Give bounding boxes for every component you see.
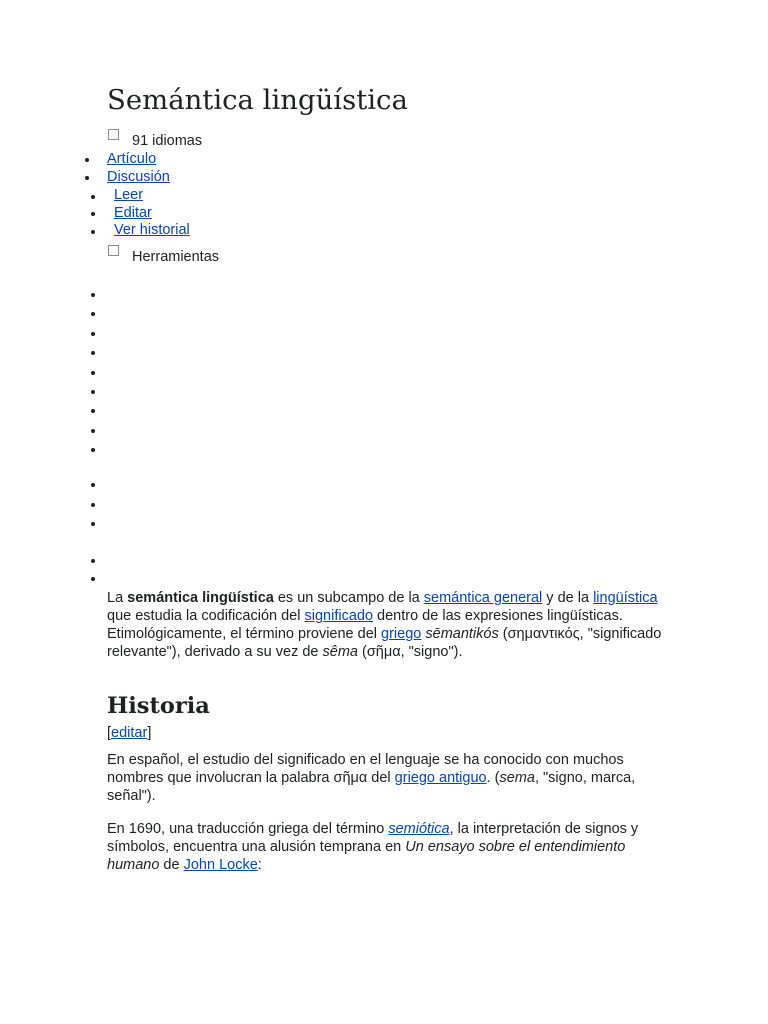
- empty-list-bullet: [91, 559, 95, 563]
- empty-list-bullet: [91, 332, 95, 336]
- list-bullet: [91, 230, 95, 234]
- empty-list-bullet: [91, 390, 95, 394]
- historia-paragraph-2: En 1690, una traducción griega del término semiótica, la interpretación de signos y símbolos, encuentra una alusión temprana en Un ensayo sobre el entendimiento humano de John Locke:: [107, 821, 639, 873]
- section-heading-historia: Historia: [107, 693, 210, 719]
- tab-articulo[interactable]: Artículo: [107, 151, 157, 167]
- link-semantica-general[interactable]: semántica general: [423, 590, 543, 606]
- tab-editar[interactable]: Editar: [114, 205, 152, 221]
- languages-checkbox[interactable]: [108, 129, 119, 140]
- page-title: Semántica lingüística: [107, 84, 408, 116]
- link-linguistica[interactable]: lingüística: [593, 590, 658, 606]
- list-bullet: [91, 212, 95, 216]
- intro-paragraph: La semántica lingüística es un subcampo de la semántica general y de la lingüística que estudia la codificación del significado dentro de las expresiones lingüísticas. Etimológicamente, el término proviene del griego sēmantikós (σημαντικός, "significado relevante"), derivado a su vez de sêma (σῆμα, "signo").: [107, 590, 662, 660]
- empty-list-bullet: [91, 409, 95, 413]
- empty-list-bullet: [91, 483, 95, 487]
- languages-label[interactable]: 91 idiomas: [132, 133, 203, 149]
- bold-term: semántica lingüística: [127, 590, 274, 606]
- empty-list-bullet: [91, 371, 95, 375]
- list-bullet: [91, 195, 95, 199]
- empty-list-bullet: [91, 312, 95, 316]
- empty-list-bullet: [91, 577, 95, 581]
- edit-section: [editar]: [107, 725, 152, 741]
- link-griego-antiguo[interactable]: griego antiguo: [394, 770, 487, 786]
- tools-checkbox[interactable]: [108, 245, 119, 256]
- empty-list-bullet: [91, 293, 95, 297]
- tools-label[interactable]: Herramientas: [132, 249, 220, 265]
- tab-leer[interactable]: Leer: [114, 187, 144, 203]
- empty-list-bullet: [91, 522, 95, 526]
- link-semiotica[interactable]: semiótica: [388, 821, 450, 837]
- link-significado[interactable]: significado: [304, 608, 374, 624]
- list-bullet: [85, 176, 89, 180]
- empty-list-bullet: [91, 503, 95, 507]
- tab-ver-historial[interactable]: Ver historial: [114, 222, 190, 238]
- list-bullet: [85, 158, 89, 162]
- link-griego[interactable]: griego: [381, 626, 422, 642]
- tab-discusion[interactable]: Discusión: [107, 169, 170, 185]
- historia-paragraph-1: En español, el estudio del significado en el lenguaje se ha conocido con muchos nombres que involucran la palabra σῆμα del griego antiguo. (sema, "signo, marca, señal").: [107, 752, 636, 804]
- empty-list-bullet: [91, 351, 95, 355]
- link-john-locke[interactable]: John Locke: [183, 857, 258, 873]
- empty-list-bullet: [91, 448, 95, 452]
- empty-list-bullet: [91, 429, 95, 433]
- edit-section-link[interactable]: editar: [111, 725, 148, 741]
